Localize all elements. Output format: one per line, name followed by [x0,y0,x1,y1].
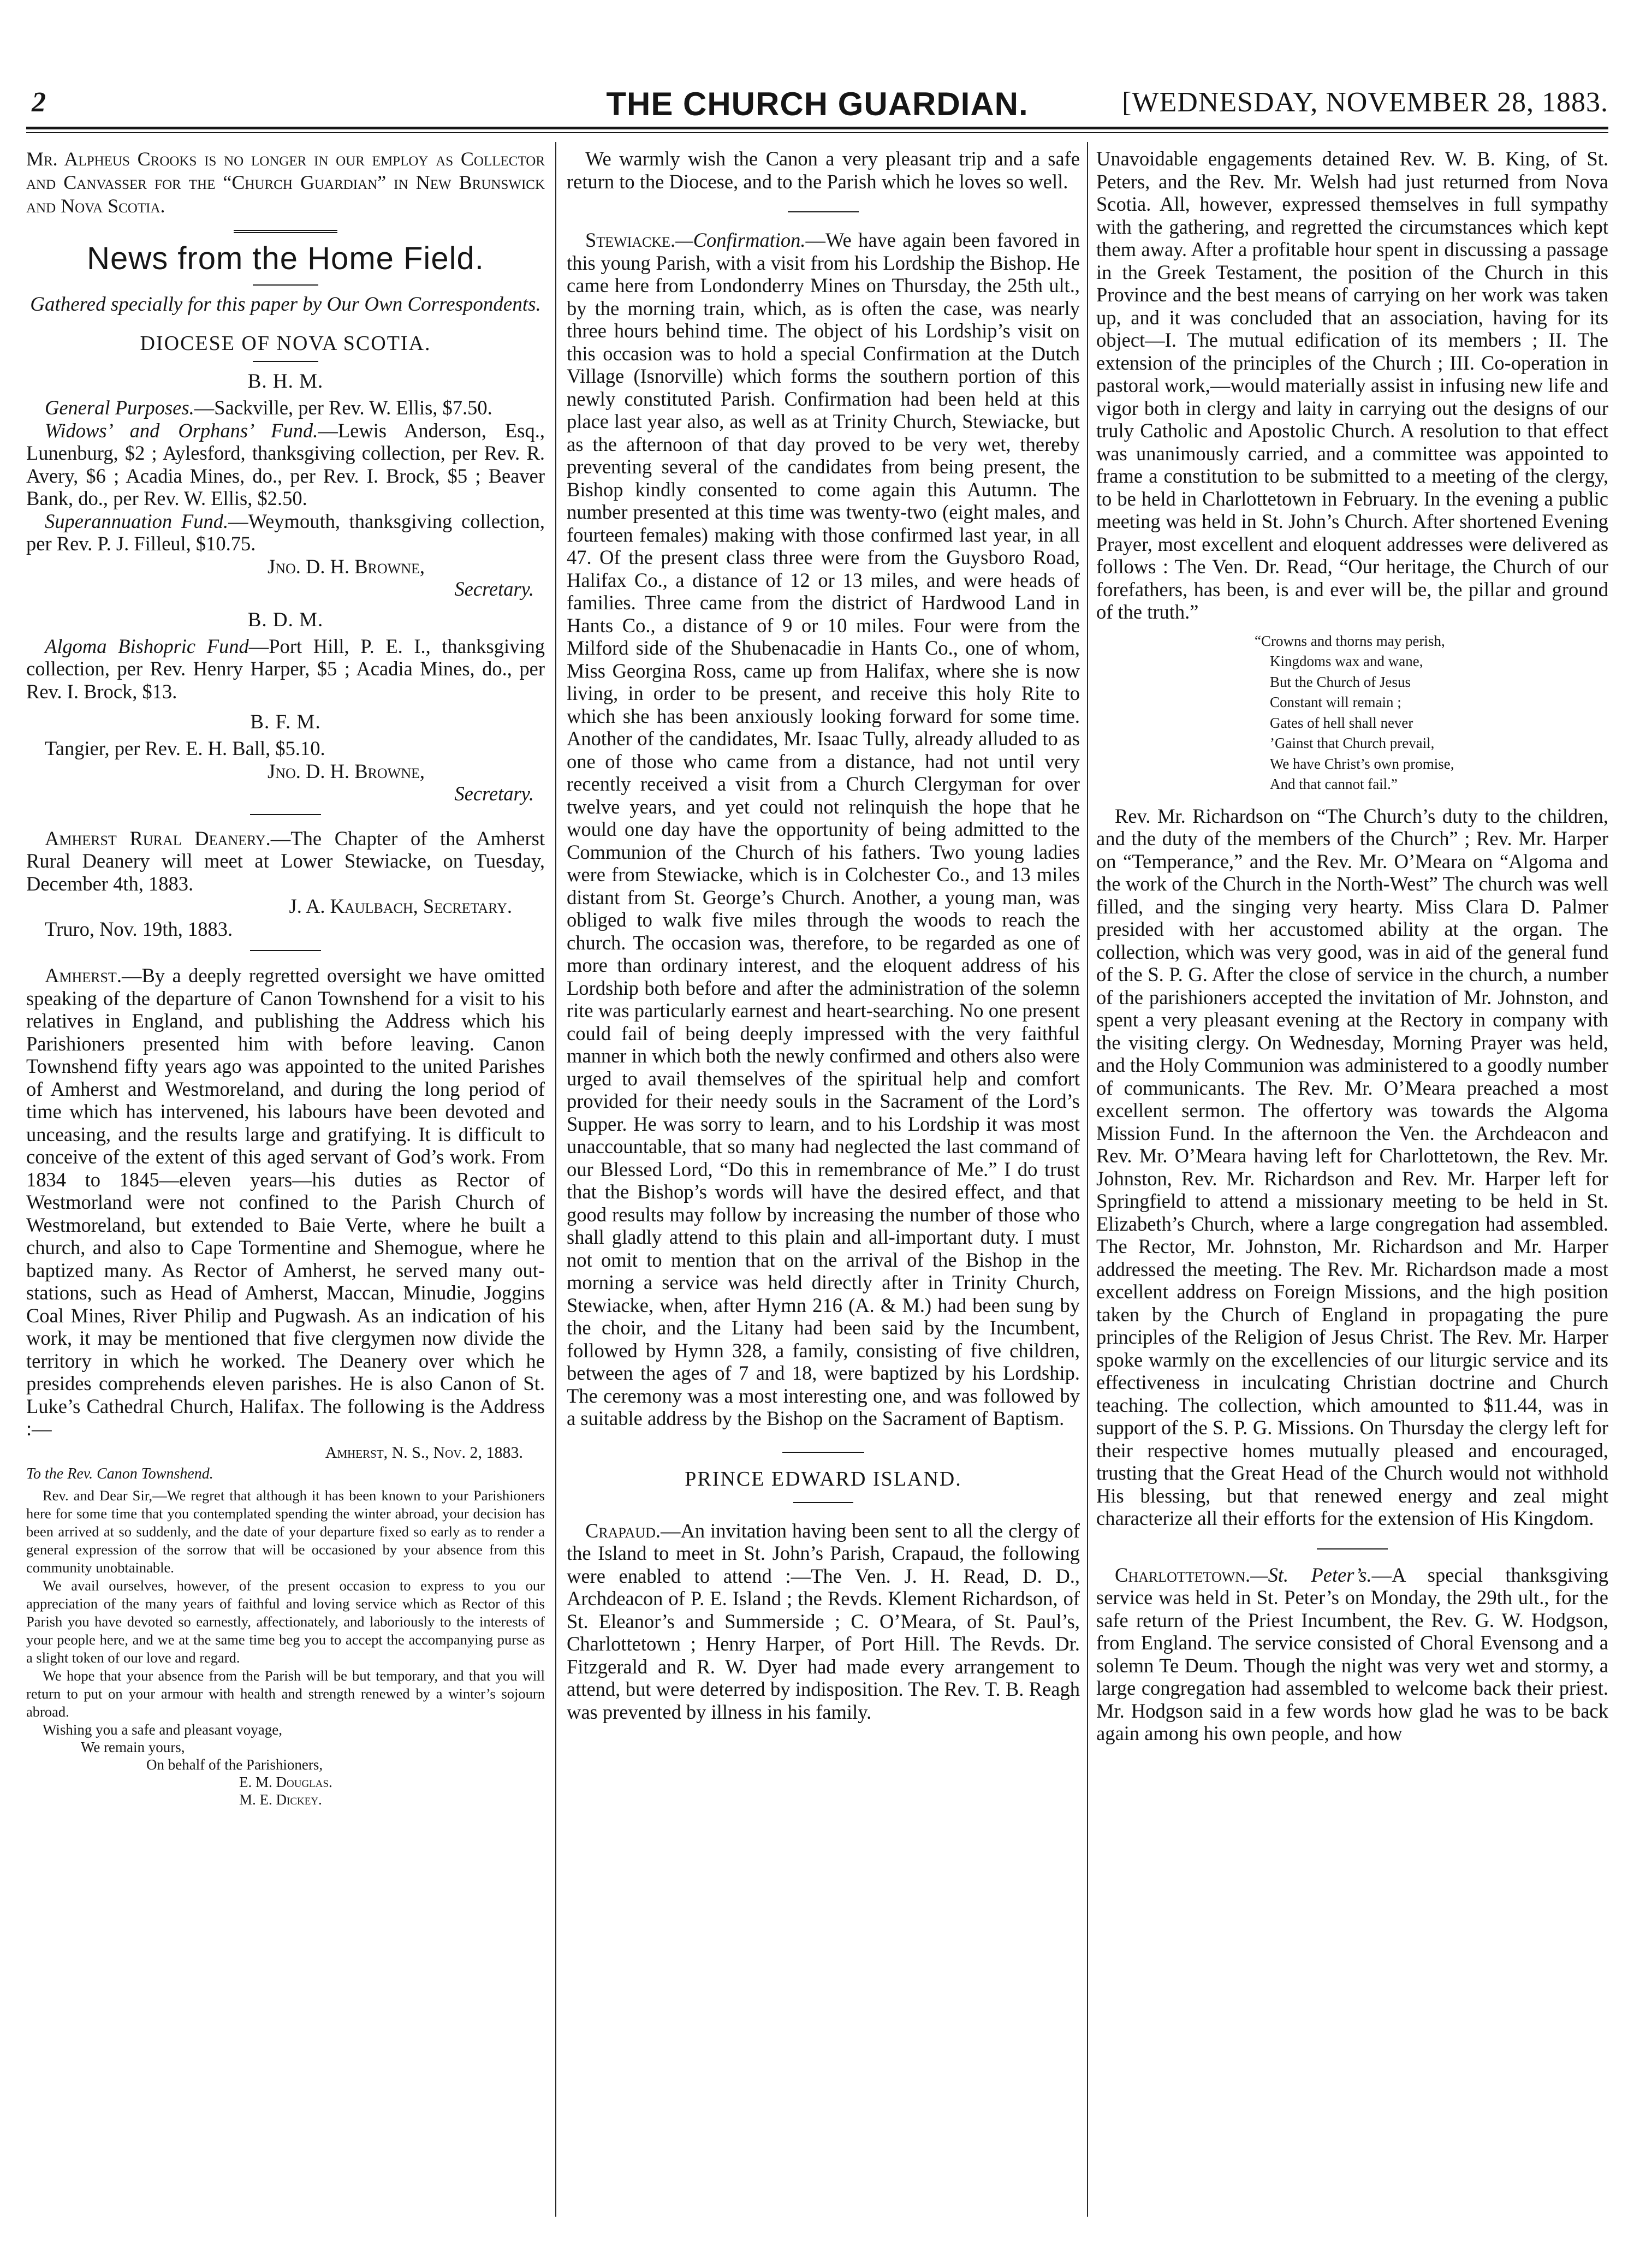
short-rule [253,361,318,362]
column-3 [1096,147,1608,2211]
address-place: Amherst, N. S., Nov. 2, 1883. [325,1443,523,1462]
secretary-title: Secretary. [454,782,534,805]
verse-line: Gates of hell shall never [1270,714,1413,731]
section-rule [1317,1548,1388,1549]
section-heading: News from the Home Field. [87,241,484,276]
newspaper-title: THE CHURCH GUARDIAN. [606,86,1029,122]
stewiacke-article: Stewiacke.—Confirmation.—We have again been favored in this young Parish, with a visit from his Lordship the Bishop. He came here from Londonderry Mines on Thursday, the 25th ult., by the morning train, which, as is often the case, was nearly three hours behind time. The object of his Lordship’s visit on this occasion was to hold a special Confirmation at the Dutch Village (Isnorville) which forms the southern portion of this newly constituted Parish. Confirmation had been held at this place last year also, as well as at Trinity Church, Stewiacke, but as the afternoon of that day proved to be very wet, thereby preventing several of the candidates from being present, the Bishop kindly consented to come again this Autumn. The number presented at this time was twenty-two (eight males, and fourteen females) making with those confirmed last year, in all 47. Of the present class three were from the Guysboro Road, Halifax Co., a distance of 12 or 13 miles, and were heads of families. Three came from the district of Hardwood Land in Hants Co., a distance of 9 or 10 miles. Four were from the Milford side of the Shubenacadie in Hants Co., one of whom, Miss Georgina Ross, came up from Halifax, where she is now living, in order to be present, and receive this holy Rite to which she has been anxiously looking forward for some time. Another of the candidates, Mr. Isaac Tully, already alluded to as one of those who came from a distance, had not until very recently received a visit from a Church Clergyman for over twelve years, and yet could not relinquish the hope that he would one day have the opportunity of being admitted to the Communion of the Church of his fathers. Two young ladies were from Stewiacke, which is in Colchester Co., and 13 miles distant from St. George’s Church. Another, a young man, was obliged to walk five miles through the woods to reach the church. The occasion was, therefore, to be regarded as one of more than ordinary interest, and the eloquent address of his Lordship both before and after the administration of the solemn rite was particularly earnest and heart-searching. No one present could fail of being deeply impressed with the very faithful manner in which both the newly confirmed and others also were urged to avail themselves of the spiritual help and comfort provided for their needy souls in the Sacrament of the Lord’s Supper. He was sorry to learn, and to his Lordship it was most unaccountable, that so many had neglected the last command of our Blessed Lord, “Do this in remembrance of Me.” I do trust that the Bishop’s words will have the desired effect, and that good results may follow by increasing the number of those who shall gladly attend to this plain and all-important duty. I must not omit to mention that on the arrival of the Bishop in the morning a service was held directly after in Trinity Church, Stewiacke, when, after Hymn 216 (A. & M.) had been sung by the choir, and the Litany had been said by the Incumbent, followed by Hymn 328, a family, consisting of five children, between the ages of 7 and 18, were baptized by his Lordship. The ceremony was a most interesting one, and was followed by a suitable address by the Bishop on the Sacrament of Baptism. [567,229,1080,1429]
column-1 [26,147,545,2211]
column-divider [1087,142,1088,2217]
deanery-date: Truro, Nov. 19th, 1883. [45,917,233,940]
address-paragraph: We avail ourselves, however, of the present occasion to express to you our appreciation of the many years of faithful and loving service which as Rector of this Parish you have devoted so earnestly, affectionately, and laboriously to the interests of your people here, and we at the same time beg you to accept the accompanying purse as a slight token of our love and regard. [26,1577,545,1666]
bdm-heading: B. D. M. [247,608,324,631]
verse-line: But the Church of Jesus [1270,673,1411,690]
charlottetown-article: Charlottetown.—St. Peter’s.—A special thanksgiving service was held in St. Peter’s on Monday, the 29th ult., for the safe return of the Priest Incumbent, the Rev. G. W. Hodgson, from England. The service consisted of Choral Evensong and a solemn Te Deum. Though the night was very wet and stormy, a large congregation had assembled to welcome back their priest. Mr. Hodgson said in a few words how glad he was to be back again among his own people, and how [1096,1563,1608,1744]
column-2 [567,147,1080,2211]
address-closing: Wishing you a safe and pleasant voyage, [43,1721,283,1738]
crapaud-article: Crapaud.—An invitation having been sent to all the clergy of the Island to meet in St. John’s Parish, Crapaud, the following were enabled to attend :—The Ven. J. H. Read, D. D., Archdeacon of P. E. Island ; the Revds. Klement Richardson, of St. Eleanor’s and Summerside ; C. O’Meara, of St. Paul’s, Charlottetown ; Henry Harper, of Port Hill. The Revds. Dr. Fitzgerald and R. W. Dyer had made every arrangement to attend, but were deterred by indisposition. The Rev. T. B. Reagh was prevented by illness in his family. [567,1519,1080,1723]
section-rule [788,211,859,212]
newspaper-page [26,82,1608,2233]
masthead [26,82,1608,126]
diocese-heading: DIOCESE OF NOVA SCOTIA. [140,332,431,355]
secretary-title: Secretary. [454,578,534,600]
crooks-notice: Mr. Alpheus Crooks is no longer in our employ as Collector and Canvasser for the “Church Guardian” in New Brunswick and Nova Scotia. [26,148,545,217]
address-signatory: E. M. Douglas. [239,1773,332,1790]
section-rule [250,950,321,951]
secretary-signature: Jno. D. H. Browne, [267,555,425,578]
masthead-rule-thick [26,127,1608,129]
bhm-superannuation-entry: Superannuation Fund.—Weymouth, thanksgiving collection, per Rev. P. J. Filleul, $10.75. [26,509,545,555]
deanery-signature: J. A. Kaulbach, Secretary. [289,895,512,917]
hymn-verse [1255,631,1608,795]
verse-line: “Crowns and thorns may perish, [1255,632,1445,649]
pei-heading: PRINCE EDWARD ISLAND. [685,1467,962,1491]
page-number: 2 [32,87,46,118]
section-rule [782,1452,864,1453]
verse-line: And that cannot fail.” [1270,776,1398,792]
ornamental-rule [234,230,337,235]
address-closing: On behalf of the Parishioners, [146,1756,323,1773]
verse-line: ’Gainst that Church prevail, [1270,735,1435,751]
short-rule [253,284,318,286]
bhm-general-entry: General Purposes.—Sackville, per Rev. W. Ellis, $7.50. [45,396,492,419]
section-subheading: Gathered specially for this paper by Our Own Correspondents. [30,293,541,316]
address-paragraph: Rev. and Dear Sir,—We regret that although it has been known to your Parishioners here for some time that you contemplated spending the winter abroad, your decision has been arrived at so suddenly, and the date of your departure fixed so early as to render a general expression of the sorrow that will be occasioned by your absence from this community unobtainable. [26,1487,545,1576]
address-signatory: M. E. Dickey. [239,1791,322,1808]
masthead-rule-thin [26,132,1608,133]
address-closing: We remain yours, [81,1738,185,1755]
bdm-entry: Algoma Bishopric Fund—Port Hill, P. E. I., thanksgiving collection, per Rev. Henry Harper, $5 ; Acadia Mines, do., per Rev. I. Brock, $13. [26,634,545,703]
verse-line: We have Christ’s own promise, [1270,755,1454,772]
amherst-article: Amherst.—By a deeply regretted oversight we have omitted speaking of the departure of Canon Townshend for a visit to his relatives in England, and publishing the Address which his Parishioners presented him with before leaving. Canon Townshend fifty years ago was appointed to the united Parishes of Amherst and Westmoreland, and during the long period of time which has intervened, his labours have been devoted and unceasing, and the results large and gratifying. It is difficult to conceive of the extent of this aged servant of God’s work. From 1834 to 1845—eleven years—his duties as Rector of Westmorland were not confined to the Parish Church of Westmoreland, but extended to Baie Verte, where he built a church, and also to Cape Tormentine and Shemogue, where he baptized many. As Rector of Amherst, he served many out-stations, such as Head of Amherst, Maccan, Minudie, Joggins Coal Mines, River Philip and Pugwash. As an indication of his work, it may be mentioned that five clergymen now divide the territory in which he worked. The Deanery over which he presides comprehends eleven parishes. He is also Canon of St. Luke’s Cathedral Church, Halifax. The following is the Address :— [26,964,545,1440]
issue-date: [WEDNESDAY, NOVEMBER 28, 1883. [1122,87,1608,118]
address-recipient: To the Rev. Canon Townshend. [26,1465,213,1482]
deanery-notice: Amherst Rural Deanery.—The Chapter of the Amherst Rural Deanery will meet at Lower Stewiacke, on Tuesday, December 4th, 1883. [26,827,545,895]
column-divider [555,142,556,2217]
bhm-widows-entry: Widows’ and Orphans’ Fund.—Lewis Anderson, Esq., Lunenburg, $2 ; Aylesford, thanksgiving collection, per Rev. R. Avery, $6 ; Acadia Mines, do., per Rev. I. Brock, $5 ; Beaver Bank, do., per Rev. W. Ellis, $2.50. [26,419,545,509]
crapaud-continued: Unavoidable engagements detained Rev. W. B. King, of St. Peters, and the Rev. Mr. Welsh had just returned from Nova Scotia. All, however, expressed themselves in full sympathy with the gathering, and regretted the circumstances which kept them away. After a profitable hour spent in discussing a passage in the Greek Testament, the position of the Church in this Province and the best means of carrying on her work was taken up, and it was concluded that an association, having for its object—I. The mutual edification of its members ; II. The extension of the principles of the Church ; III. Co-operation in pastoral work,—would materially assist in infusing new life and vigor both in clergy and laity in carrying out the designs of our truly Catholic and Apostolic Church. A resolution to that effect was unanimously carried, and a committee was appointed to frame a constitution to be submitted to a meeting of the clergy, to be held in Charlottetown in February. In the evening a public meeting was held in St. John’s Church. After shortened Evening Prayer, most excellent and eloquent addresses were delivered as follows : The Ven. Dr. Read, “Our heritage, the Church of our forefathers, has been, is and ever will be, the pillar and ground of the truth.” [1096,147,1608,623]
bfm-heading: B. F. M. [250,711,321,733]
meeting-report: Rev. Mr. Richardson on “The Church’s duty to the children, and the duty of the members of the Church” ; Rev. Mr. Harper on “Temperance,” and the Rev. Mr. O’Meara on “Algoma and the work of the Church in the North-West” The church was well filled, and the singing very hearty. Miss Clara D. Palmer presided with her accustomed ability at the organ. The collection, which was very good, was in aid of the general fund of the S. P. G. After the close of service in the church, a number of the parishioners accepted the invitation of Mr. Johnston, and spent a very pleasant evening at the Rectory in company with the visiting clergy. On Wednesday, Morning Prayer was held, and the Holy Communion was administered to a goodly number of communicants. The Rev. Mr. O’Meara preached a most excellent sermon. The offertory was towards the Algoma Mission Fund. In the afternoon the Ven. the Archdeacon and Rev. Mr. O’Meara having left for Charlottetown, the Rev. Mr. Johnston, Rev. Mr. Richardson and Rev. Mr. Harper left for Springfield to attend a missionary meeting to be held in St. Elizabeth’s Church, where a large congregation had assembled. The Rector, Mr. Johnston, Mr. Richardson and Mr. Harper addressed the meeting. The Rev. Mr. Richardson made a most excellent address on Foreign Missions, and the high position taken by the Church of England in propagating the pure principles of the Religion of Jesus Christ. The Rev. Mr. Harper spoke warmly on the excellencies of our liturgic service and its effectiveness in inculcating Christian doctrine and Church teaching. The collection, which amounted to $11.44, was in support of the S. P. G. Missions. On Thursday the clergy left for their respective homes mutually pleased and encouraged, trusting that the Great Head of the Church would not withhold His blessing, but that renewed energy and zeal might characterize all their efforts for the extension of His Kingdom. [1096,804,1608,1529]
section-rule [250,814,321,815]
canon-farewell: We warmly wish the Canon a very pleasant trip and a safe return to the Diocese, and to the Parish which he loves so well. [567,147,1080,193]
verse-line: Kingdoms wax and wane, [1270,653,1423,669]
address-paragraph: We hope that your absence from the Parish will be but temporary, and that you will return to put on your armour with health and strength renewed by a winter’s sojourn abroad. [26,1667,545,1720]
section-rule [793,1502,853,1503]
bfm-entry: Tangier, per Rev. E. H. Ball, $5.10. [45,737,325,759]
bhm-heading: B. H. M. [247,370,324,393]
verse-line: Constant will remain ; [1270,694,1401,710]
secretary-signature: Jno. D. H. Browne, [267,759,425,782]
